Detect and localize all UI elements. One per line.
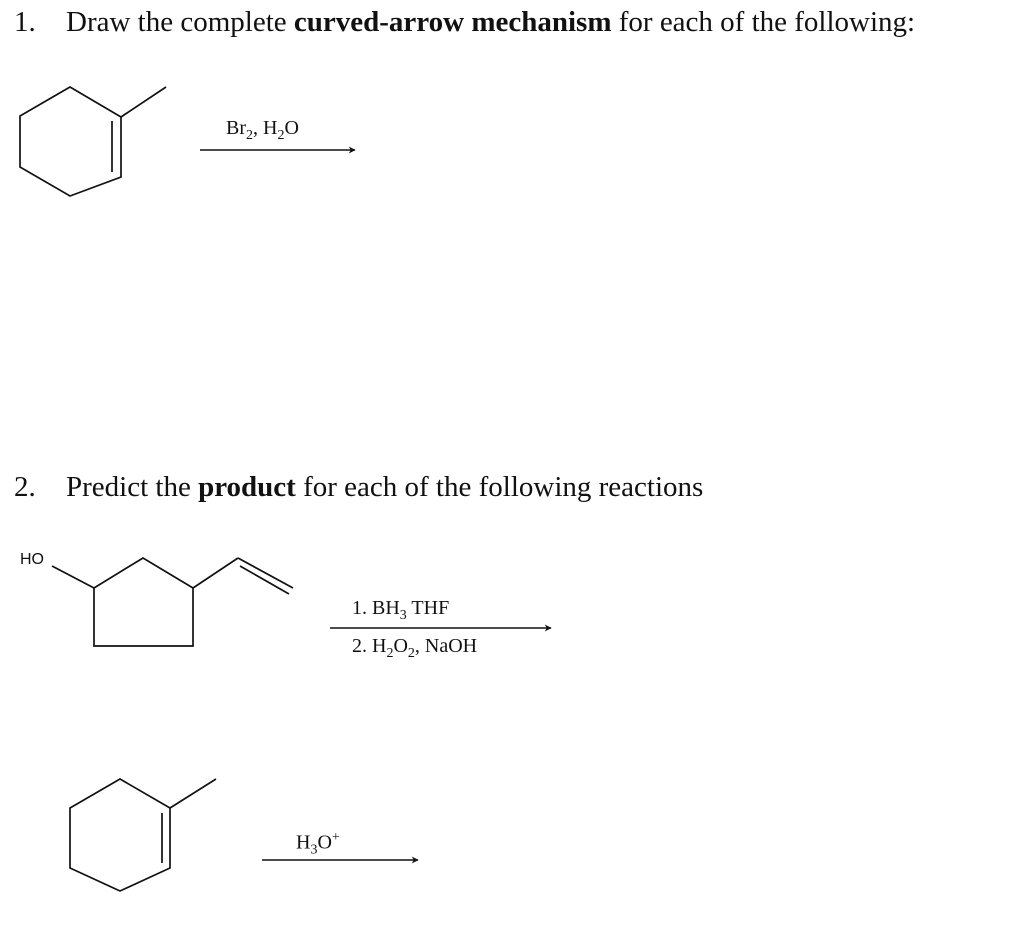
question-2-bold: product (198, 471, 296, 503)
question-1-prefix: Draw the complete (66, 6, 294, 38)
reagent-text-part: , NaOH (414, 635, 478, 657)
question-1-bold: curved-arrow mechanism (293, 6, 612, 38)
question-1-number: 1. (14, 6, 36, 38)
reagent-text-part: 1. BH (352, 597, 400, 619)
reagent-text-part: 3 (310, 842, 318, 858)
reagent-text-part: Br (226, 117, 246, 139)
reagent-text-part: O (284, 117, 299, 139)
reagent-text-part: THF (406, 597, 450, 619)
question-1-suffix: for each of the following: (611, 6, 916, 38)
reagent-text-part: , H (253, 117, 278, 139)
molecule-vinylcyclopentanol (52, 558, 293, 646)
question-2-number: 2. (14, 471, 36, 503)
reagent-text-part: 2 (277, 128, 285, 143)
reagent-text-part: 2 (407, 646, 415, 661)
reagent-text-part: + (331, 830, 340, 845)
reagent-text-part: 2 (386, 646, 394, 661)
reagent-text-part: O (317, 831, 332, 854)
reagent-text-part: O (393, 635, 408, 657)
molecule-methylcyclohexene-1 (20, 87, 166, 196)
question-2-prefix: Predict the (66, 471, 199, 503)
molecule-methylcyclohexene-2 (70, 779, 216, 891)
reagent-text-part: 3 (399, 608, 407, 623)
reagent-text-part: 2 (246, 128, 253, 143)
reagent-text-part: H (296, 831, 311, 854)
hydroxyl-label: HO (20, 551, 44, 568)
reagent-text-part: 2. H (352, 635, 387, 657)
question-2-suffix: for each of the following reactions (295, 471, 704, 503)
